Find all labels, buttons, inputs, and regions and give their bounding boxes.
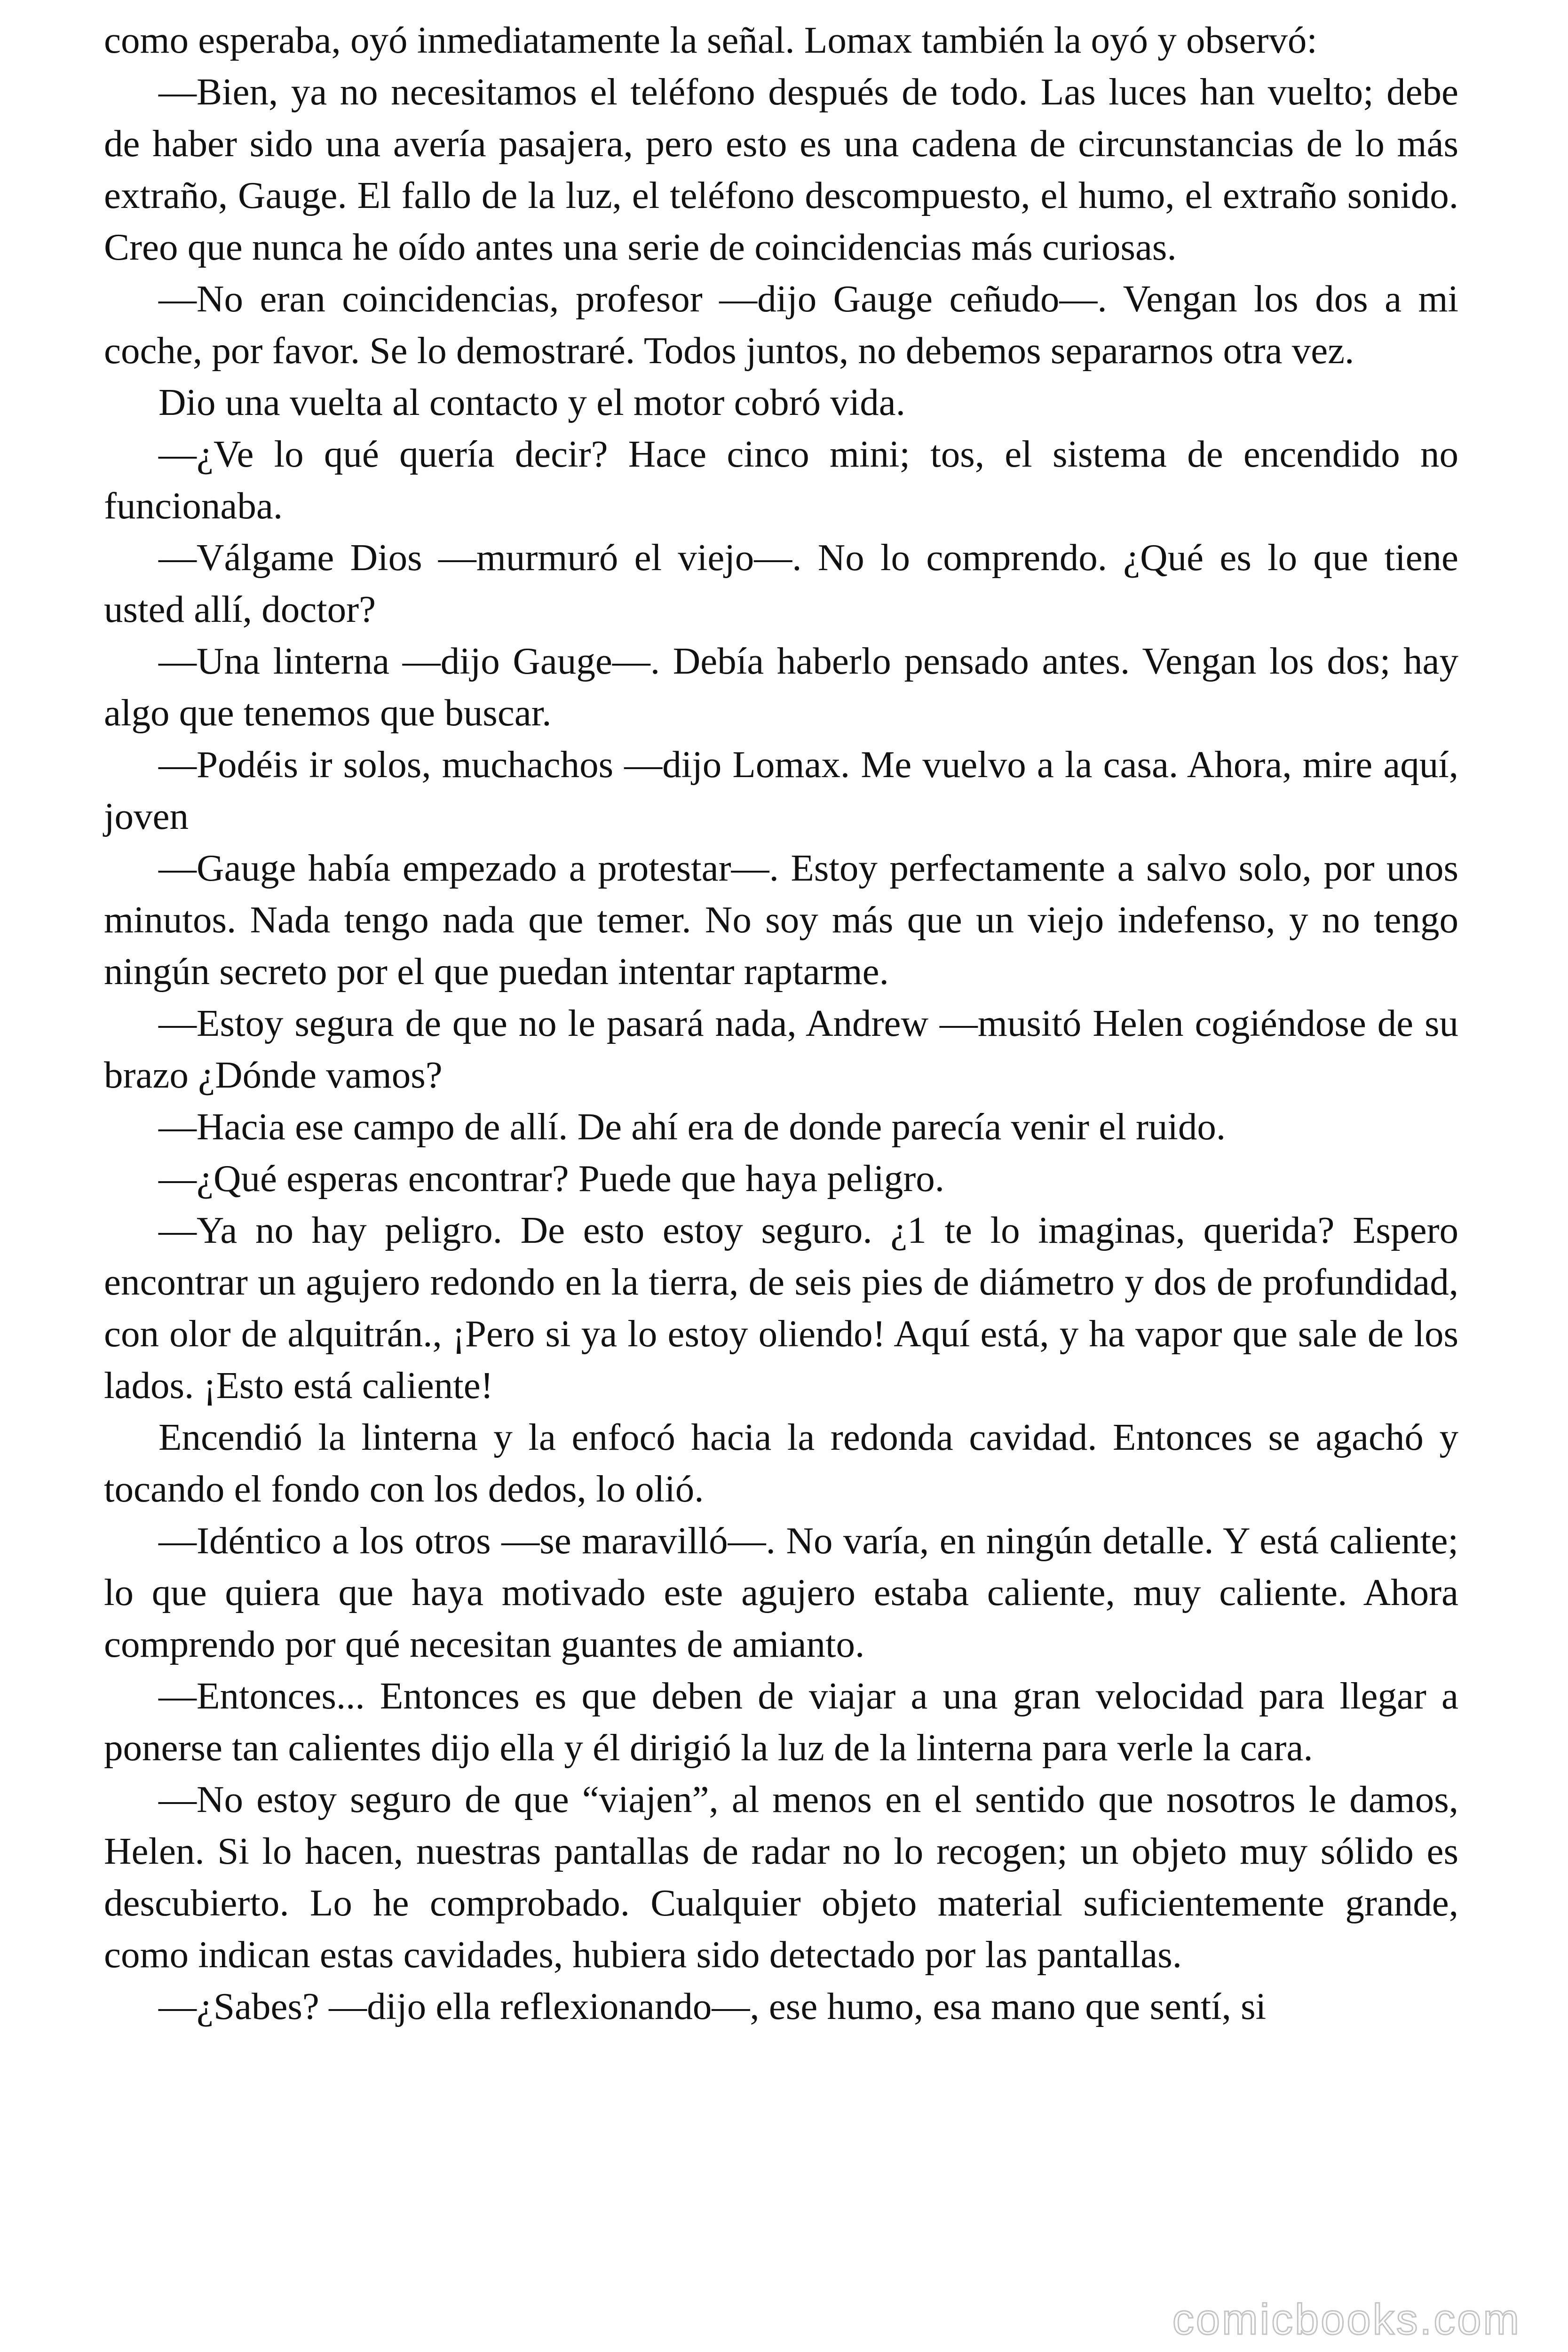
- paragraph-5: —¿Ve lo qué quería decir? Hace cinco mini; tos, el sistema de encendido no funcionaba.: [104, 433, 1458, 527]
- paragraph-8: —Podéis ir solos, muchachos —dijo Lomax. Me vuelvo a la casa. Ahora, mire aquí, joven: [104, 743, 1458, 837]
- paragraph-4: Dio una vuelta al contacto y el motor cobró vida.: [158, 381, 906, 423]
- paragraph-10: —Estoy segura de que no le pasará nada, Andrew —musitó Helen cogiéndose de su brazo ¿Dónde vamos?: [104, 1002, 1458, 1096]
- paragraph-3: —No eran coincidencias, profesor —dijo Gauge ceñudo—. Vengan los dos a mi coche, por favor. Se lo demostraré. Todos juntos, no debemos separarnos otra vez.: [104, 278, 1458, 372]
- paragraph-18: —¿Sabes? —dijo ella reflexionando—, ese humo, esa mano que sentí, si: [158, 1985, 1267, 2027]
- paragraph-9: —Gauge había empezado a protestar—. Estoy perfectamente a salvo solo, por unos minutos. Nada tengo nada que temer. No soy más que un viejo indefenso, y no tengo ningún secreto por el que puedan intentar raptarme.: [104, 847, 1458, 993]
- paragraph-2: —Bien, ya no necesitamos el teléfono después de todo. Las luces han vuelto; debe de haber sido una avería pasajera, pero esto es una cadena de circunstancias de lo más extraño, Gauge. El fallo de la luz, el teléfono descompuesto, el humo, el extraño sonido. Creo que nunca he oído antes una serie de coincidencias más curiosas.: [104, 71, 1458, 268]
- paragraph-17: —No estoy seguro de que “viajen”, al menos en el sentido que nosotros le damos, Helen. Si lo hacen, nuestras pantallas de radar no lo recogen; un objeto muy sólido es descubierto. Lo he comprobado. Cualquier objeto material suficientemente grande, como indican estas cavidades, hubiera sido detectado por las pantallas.: [104, 1778, 1458, 1976]
- paragraph-15: —Idéntico a los otros —se maravilló—. No varía, en ningún detalle. Y está caliente; lo que quiera que haya motivado este agujero estaba caliente, muy caliente. Ahora comprendo por qué necesitan guantes de amianto.: [104, 1519, 1458, 1665]
- paragraph-14: Encendió la linterna y la enfocó hacia la redonda cavidad. Entonces se agachó y tocando el fondo con los dedos, lo olió.: [104, 1416, 1458, 1510]
- body-text: [104, 14, 1458, 2032]
- paragraph-6: —Válgame Dios —murmuró el viejo—. No lo comprendo. ¿Qué es lo que tiene usted allí, doctor?: [104, 536, 1458, 630]
- paragraph-1: como esperaba, oyó inmediatamente la señal. Lomax también la oyó y observó:: [104, 19, 1317, 61]
- paragraph-12: —¿Qué esperas encontrar? Puede que haya peligro.: [158, 1157, 945, 1200]
- paragraph-16: —Entonces... Entonces es que deben de viajar a una gran velocidad para llegar a ponerse tan calientes dijo ella y él dirigió la luz de la linterna para verle la cara.: [104, 1675, 1458, 1769]
- paragraph-13: —Ya no hay peligro. De esto estoy seguro. ¿1 te lo imaginas, querida? Espero encontrar un agujero redondo en la tierra, de seis pies de diámetro y dos de profundidad, con olor de alquitrán., ¡Pero si ya lo estoy oliendo! Aquí está, y ha vapor que sale de los lados. ¡Esto está caliente!: [104, 1209, 1458, 1406]
- paragraph-7: —Una linterna —dijo Gauge—. Debía haberlo pensado antes. Vengan los dos; hay algo que tenemos que buscar.: [104, 640, 1458, 734]
- watermark: comicbooks.com: [1172, 2296, 1521, 2344]
- paragraph-11: —Hacia ese campo de allí. De ahí era de donde parecía venir el ruido.: [158, 1105, 1226, 1148]
